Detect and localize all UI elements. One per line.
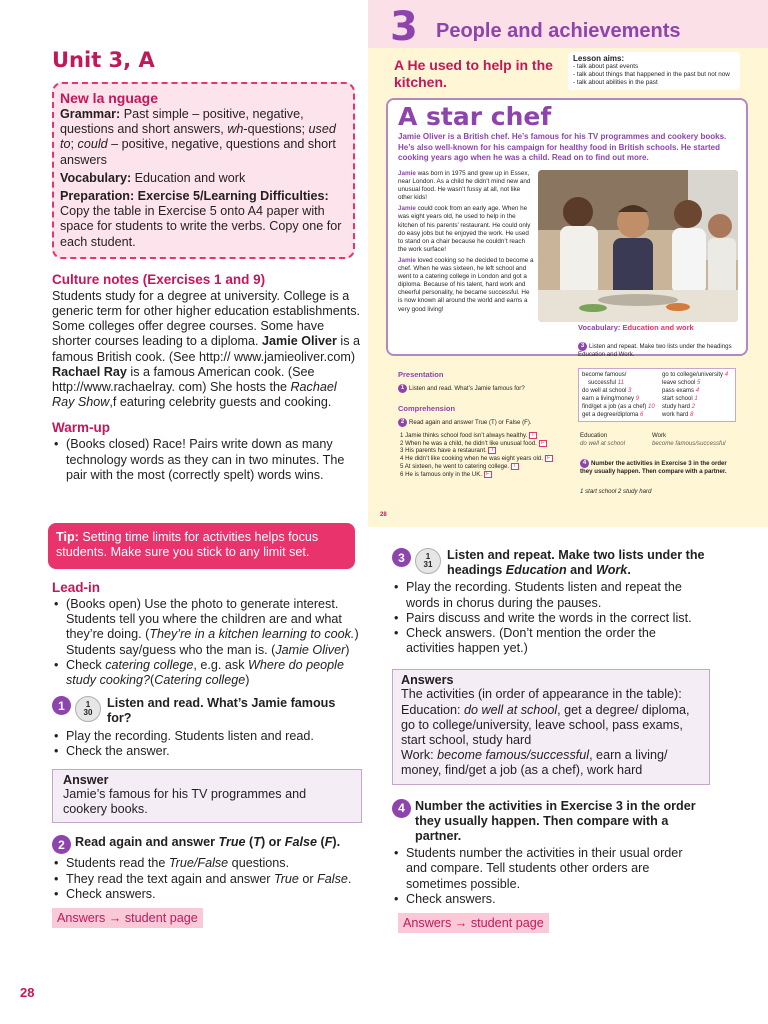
comprehension-exercise: 2 Read again and answer True (T) or False (F). [398,418,573,427]
exercise-2-steps [52,856,362,902]
answer-work: Work: become famous/successful, earn a living/ money, find/get a job (as a chef), work hard [401,748,668,778]
exercise-4-instruction: Number the activities in Exercise 3 in the order they usually happen. Then compare with a partner. [415,798,696,844]
exercise-1-steps [52,729,362,759]
exercise-1-answer-box [52,769,362,823]
tip-box: Tip: Setting time limits for activities helps focus students. Make sure you stick to any limit set. [48,523,355,569]
education-example: do well at school [580,439,626,447]
leadin-list [52,597,362,688]
lesson-aims-box [568,52,740,90]
student-book-page-number: 28 [380,512,387,518]
exercise-1 [52,696,362,726]
exercise-1-step: • Play the recording. Students listen and read. [52,729,362,744]
culture-notes-heading: Culture notes (Exercises 1 and 9) [52,271,266,287]
exercise-2-step: • They read the text again and answer True or False. [52,872,362,887]
leadin-item: • Check catering college, e.g. ask Where do people study cooking?(Catering college) [52,658,362,688]
statement: 1 Jamie thinks school food isn’t always healthy. T [400,432,575,440]
vocab-row: find/get a job (as a chef) 10 study hard 2 [582,404,696,410]
exercise-dot: 2 [398,418,407,427]
exercise-2-instruction: Read again and answer True (T) or False (F). [75,835,341,850]
exercise-dot: 3 [578,342,587,351]
page-number: 28 [20,985,35,1000]
kitchen-photo-illustration [538,170,738,322]
exercise-3-step: • Check answers. (Don’t mention the order the activities happen yet.) [392,626,702,656]
comprehension-heading: Comprehension [398,404,456,413]
warmup-list [52,437,362,483]
education-label: Education [580,432,608,439]
exercise-3 [392,548,712,578]
vocab-row: successful 11 leave school 5 [588,380,701,386]
presentation-heading: Presentation [398,370,444,379]
exercise-1-step: • Check the answer. [52,744,362,759]
exercise-dot: 4 [580,459,589,468]
exercise-4-example: 1 start school 2 study hard [580,488,652,495]
answer-intro: The activities (in order of appearance in the table): [401,687,682,702]
student-book-page [368,0,768,527]
student-book-unit-number: 3 [390,4,418,50]
exercise-3-step: • Pairs discuss and write the words in the correct list. [392,611,702,626]
vocab-row: get a degree/diploma 6 work hard 8 [582,412,694,418]
vocabulary-heading: Vocabulary: Education and work [578,323,694,332]
reading-intro: Jamie Oliver is a British chef. He’s famous for his TV programmes and cookery books. He’s also well-known for his campaign for healthy food in British schools. He started cooking years ago when he was a child. Read on to find out more. [398,132,727,162]
answer-education: Education: do well at school, get a degree/ diploma, go to college/university, leave school, pass exams, start school, study hard [401,702,690,748]
reading-paragraph: Jamie could cook from an early age. When he was eight years old, he used to help in the kitchen of his parents’ restaurant. He could only do easy jobs but he enjoyed the work. He used to stand on a chair because he couldn’t reach the work surface! [398,205,531,253]
lesson-aim: - talk about past events [573,63,639,70]
statement: 4 He didn’t like cooking when he was eight years old. F [400,455,575,463]
grammar-line: Grammar: Past simple – positive, negative, questions and short answers, wh-questions; used to; could – positive, negative, questions and short answers [60,107,336,167]
vocabulary-exercise-4: 4 Number the activities in Exercise 3 in the order they usually happen. Then compare with a partner. [580,460,727,475]
kitchen-photo [538,170,738,322]
education-work-columns [580,432,740,447]
student-book-unit-title: People and achievements [436,20,681,42]
answer-heading: Answers [401,673,454,688]
vocabulary-line: Vocabulary: Education and work [60,170,246,185]
vocab-row: become famous/ go to college/university 4 [582,372,729,378]
exercise-4-number: 4 [392,799,411,818]
new-language-heading: New la nguage [60,90,159,106]
answers-student-page-label: Answers → student page [398,913,549,933]
answers-student-page-label: Answers → student page [52,908,203,928]
left-column [52,44,362,483]
exercise-dot: 1 [398,384,407,393]
preparation-line: Preparation: Exercise 5/Learning Difficulties: Copy the table in Exercise 5 onto A4 paper with space for students to write the verbs. Copy one for each student. [60,189,342,249]
leadin-item: • (Books open) Use the photo to generate interest. Students tell you where the children are and what they’re doing. (They’re in a kitchen learning to cook.) Students say/guess who the man is. (Jamie Oliver) [52,597,362,658]
vocab-row: earn a living/money 9 start school 1 [582,396,698,402]
exercise-4-steps [392,846,702,907]
lesson-aims-heading: Lesson aims: [573,54,625,63]
exercise-3-instruction: Listen and repeat. Make two lists under the headings Education and Work. [447,548,705,578]
exercise-4-step: • Students number the activities in their usual order and compare. Tell students other orders are sometimes possible. [392,846,702,892]
answer-heading: Answer [63,773,109,788]
reading-paragraphs [398,170,534,317]
work-example: become famous/successful [652,439,726,447]
reading-text-box [386,98,748,356]
reading-paragraph: Jamie loved cooking so he decided to become a chef. When he was sixteen, he left school and went to a catering college in London and got a diploma. Because of his talent, hard work and cheerful personality, he became successful. He is now known all around the world and earns a very good living! [398,256,534,313]
exercise-3-step: • Play the recording. Students listen and repeat the words in chorus during the pauses. [392,580,702,610]
cd-track-icon: 1 30 [75,696,101,722]
exercise-1-instruction: Listen and read. What’s Jamie famous for? [107,696,336,726]
right-column [392,548,712,933]
answer-text: Jamie’s famous for his TV programmes and cookery books. [63,787,307,817]
exercise-2 [52,835,362,854]
reading-paragraph: Jamie was born in 1975 and grew up in Essex, near London. As a child he didn’t mind new and unusual food. He wasn’t fussy at all, not like other kids! [398,170,531,202]
lesson-aim: - talk about things that happened in the past but not now [573,71,730,78]
statement: 6 He is famous only in the UK. F [400,471,575,479]
unit-title: Unit 3, A [52,48,155,72]
presentation-exercise: 1 Listen and read. What’s Jamie famous for? [398,384,568,393]
vocabulary-exercise-3: 3 Listen and repeat. Make two lists under the headings Education and Work. [578,343,732,358]
warmup-heading: Warm-up [52,420,110,436]
statements-list [400,432,575,478]
reading-heading: A star chef [398,102,552,131]
exercise-4 [392,799,712,845]
culture-notes-text: Students study for a degree at university. College is a generic term for other higher education establishments. Some colleges offer degree courses. Some have shorter courses leading to a diploma. Jamie Oliver is a famous British cook. (See http:// www.jamieoliver.com) Rachael Ray is a famous American cook. (See http://www.rachaelray. com) She hosts the Rachael Ray Show,f eaturing celebrity guests and cooking. [52,288,361,410]
warmup-item: • (Books closed) Race! Pairs write down as many technology words as they can in two minutes. The pair with the most (correctly spelt) words wins. [52,437,362,483]
cd-track-icon: 1 31 [415,548,441,574]
new-language-box [52,82,355,259]
statement: 3 His parents have a restaurant. T [400,447,575,455]
work-label: Work [652,432,667,439]
leadin-section [52,580,362,928]
exercise-3-steps [392,580,702,656]
exercise-2-step: • Students read the True/False questions. [52,856,362,871]
exercise-4-step: • Check answers. [392,892,702,907]
vocabulary-table [578,368,736,422]
exercise-2-step: • Check answers. [52,887,362,902]
exercise-3-number: 3 [392,548,411,567]
exercise-3-answer-box [392,669,710,784]
statement: 2 When he was a child, he didn’t like unusual food. F [400,440,575,448]
exercise-2-number: 2 [52,835,71,854]
statement: 5 At sixteen, he went to catering college. T [400,463,575,471]
lesson-aim: - talk about abilities in the past [573,79,658,86]
student-book-lesson-title: A He used to help in the kitchen. [394,57,553,90]
exercise-1-number: 1 [52,696,71,715]
leadin-heading: Lead-in [52,580,101,595]
vocab-row: do well at school 3 pass exams 4 [582,388,700,394]
